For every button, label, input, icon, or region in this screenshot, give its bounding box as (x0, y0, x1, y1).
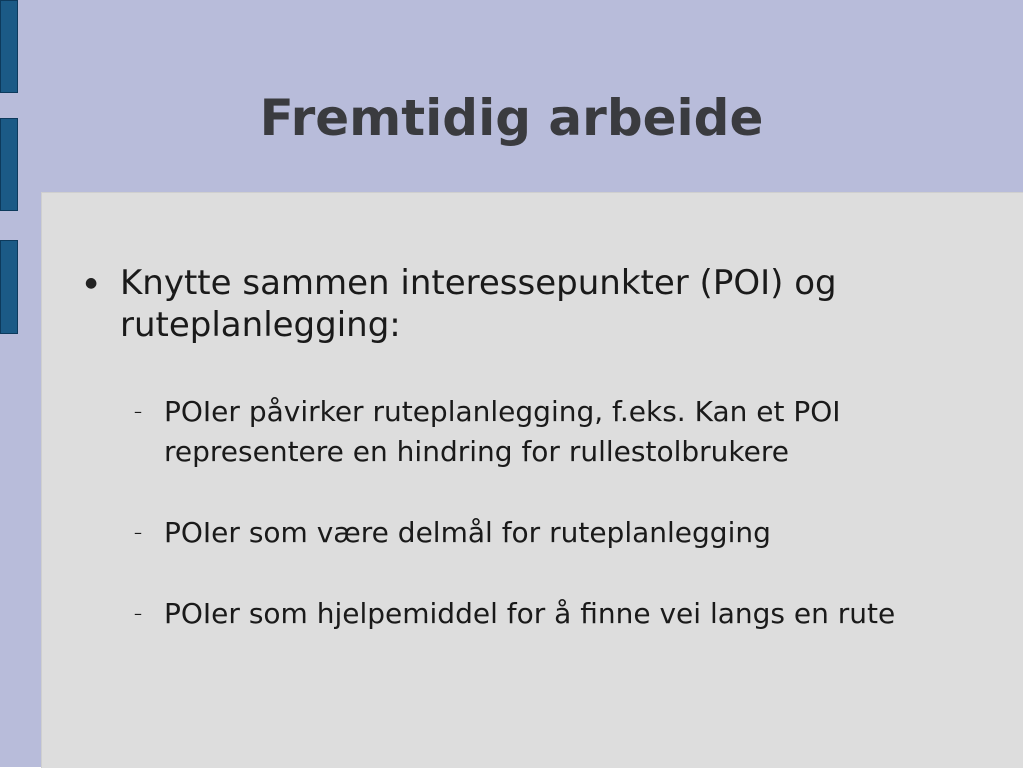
sub-bullet-text: POIer som være delmål for ruteplanlegging (164, 516, 771, 549)
dash-icon: – (134, 523, 142, 542)
dash-icon: – (134, 402, 142, 421)
sub-bullet-item (134, 594, 954, 634)
bullet-text: Knytte sammen interessepunkter (POI) og ruteplanlegging: (120, 263, 837, 345)
sub-bullet-text: POIer som hjelpemiddel for å finne vei langs en rute (164, 597, 896, 630)
slide-title: Fremtidig arbeide (259, 89, 764, 147)
sub-bullet-item (134, 513, 994, 553)
bullet-item (85, 262, 910, 346)
dash-icon: – (134, 604, 142, 623)
decorative-bar (0, 0, 18, 93)
bullet-icon: ● (85, 275, 98, 291)
sub-bullet-text: POIer påvirker ruteplanlegging, f.eks. Kan et POI representere en hindring for rullestolbrukere (164, 395, 841, 468)
decorative-bar (0, 240, 18, 334)
sub-bullet-item (134, 392, 994, 472)
